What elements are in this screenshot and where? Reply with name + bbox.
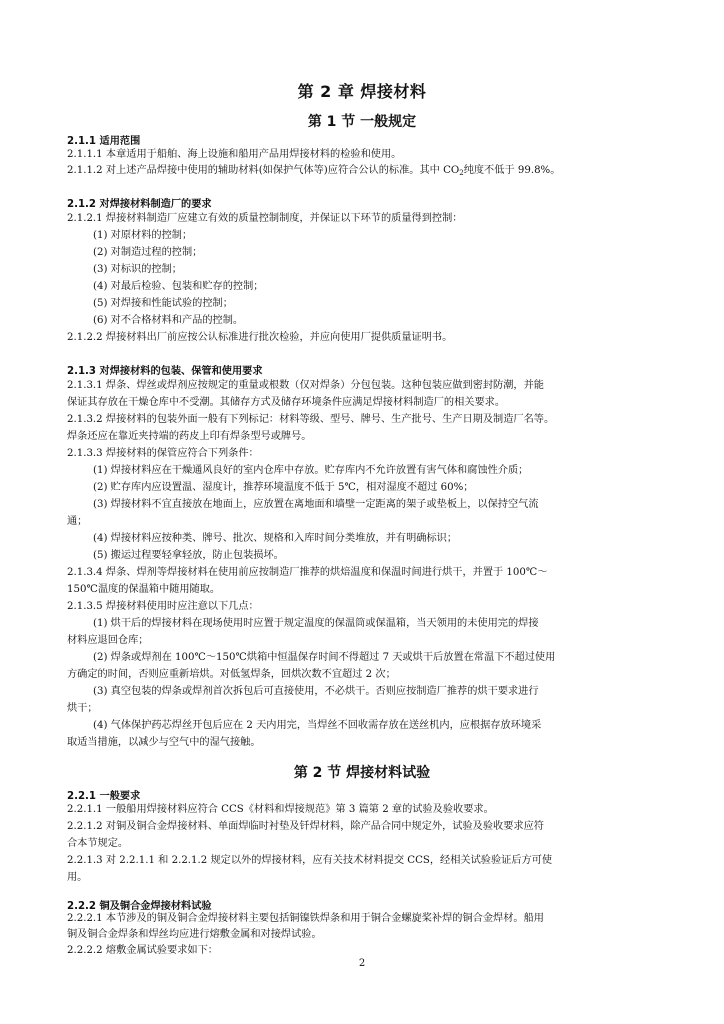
- paragraph: 2.1.1.1 本章适用于船舶、海上设施和船用产品用焊接材料的检验和使用。: [67, 149, 402, 160]
- list-item: (6) 对不合格材料和产品的控制。: [93, 315, 244, 326]
- subsection-heading: 2.2.2 铜及铜合金焊接材料试验: [67, 901, 212, 912]
- subsection-heading: 2.1.3 对焊接材料的包装、保管和使用要求: [67, 366, 263, 377]
- paragraph: 烘干；: [67, 703, 98, 714]
- list-item: (4) 气体保护药芯焊丝开包后应在 2 天内用完，当焊丝不回收需存放在送丝机内，应根据存放环境采: [93, 720, 542, 731]
- list-item: (1) 烘干后的焊接材料在现场使用时应置于规定温度的保温筒或保温箱，当天领用的未使用完的焊接: [93, 618, 539, 629]
- paragraph: 方确定的时间，否则应重新培烘。对低氢焊条，回烘次数不宜超过 2 次；: [67, 669, 396, 680]
- paragraph: 2.1.3.1 焊条、焊丝或焊剂应按规定的重量或根数（仅对焊条）分包包装。这种包装应做到密封防潮，并能: [67, 380, 544, 391]
- paragraph: 取适当措施，以减少与空气中的湿气接触。: [67, 737, 261, 748]
- list-item: (5) 对焊接和性能试验的控制；: [93, 298, 233, 309]
- paragraph: 2.1.1.2 对上述产品焊接中使用的辅助材料(如保护气体等)应符合公认的标准。其中 $CO_2$纯度不低于 99.8%。: [67, 165, 561, 177]
- list-item: (3) 焊接材料不宜直接放在地面上，应放置在离地面和墙壁一定距离的架子或垫板上，以保持空气流: [93, 499, 539, 510]
- paragraph: 2.2.2.2 熔敷金属试验要求如下：: [67, 945, 218, 956]
- list-item: (3) 真空包装的焊条或焊剂首次拆包后可直接使用，不必烘干。否则应按制造厂推荐的烘干要求进行: [93, 686, 539, 697]
- list-item: (2) 焊条或焊剂在 100℃～150℃烘箱中恒温保存时间不得超过 7 天或烘干后放置在常温下不超过使用: [93, 652, 556, 663]
- chapter-title: 第 2 章 焊接材料: [297, 82, 427, 101]
- page-number: 2: [358, 958, 366, 969]
- paragraph: 2.2.1.2 对铜及铜合金焊接材料、单面焊临时衬垫及钎焊材料，除产品合同中规定外，试验及验收要求应符: [67, 821, 544, 832]
- paragraph: 铜及铜合金焊条和焊丝均应进行熔敷金属和对接焊试验。: [67, 929, 322, 940]
- subsection-heading: 2.2.1 一般要求: [67, 791, 141, 802]
- paragraph: 2.1.3.3 焊接材料的保管应符合下列条件：: [67, 448, 259, 459]
- paragraph: 2.2.2.1 本节涉及的铜及铜合金焊接材料主要包括铜镍铁焊条和用于铜合金螺旋桨补焊的铜合金焊材。船用: [67, 913, 544, 924]
- paragraph: 焊条还应在靠近夹持端的药皮上印有焊条型号或牌号。: [67, 431, 312, 442]
- paragraph: 2.1.3.4 焊条、焊剂等焊接材料在使用前应按制造厂推荐的烘焙温度和保温时间进行烘干，并置于 100℃～: [67, 567, 548, 578]
- paragraph: 材料应退回仓库；: [67, 635, 149, 646]
- paragraph: 2.1.3.5 焊接材料使用时应注意以下几点：: [67, 601, 259, 612]
- paragraph: 2.1.2.1 焊接材料制造厂应建立有效的质量控制制度，并保证以下环节的质量得到控制：: [67, 213, 463, 224]
- paragraph: 2.2.1.1 一般船用焊接材料应符合 CCS《材料和焊接规范》第 3 篇第 2 章的试验及验收要求。: [67, 804, 494, 815]
- paragraph: 用。: [67, 872, 88, 883]
- paragraph: 2.2.1.3 对 2.2.1.1 和 2.2.1.2 规定以外的焊接材料，应有关技术材料提交 CCS，经相关试验验证后方可使: [67, 855, 553, 866]
- list-item: (5) 搬运过程要轻拿轻放，防止包装损坏。: [93, 550, 284, 561]
- paragraph: 合本节规定。: [67, 838, 129, 849]
- list-item: (4) 对最后检验、包装和贮存的控制；: [93, 281, 264, 292]
- list-item: (3) 对标识的控制；: [93, 264, 182, 275]
- list-item: (2) 贮存库内应设置温、湿度计，推荐环境温度不低于 5℃，相对湿度不超过 60%；: [93, 482, 474, 493]
- paragraph: 通；: [67, 516, 88, 527]
- paragraph: 2.1.2.2 焊接材料出厂前应按公认标准进行批次检验，并应向使用厂提供质量证明书。: [67, 332, 453, 343]
- section-title: 第 2 节 焊接材料试验: [293, 765, 431, 781]
- subsection-heading: 2.1.2 对焊接材料制造厂的要求: [67, 199, 212, 210]
- paragraph: 保证其存放在干燥仓库中不受潮。其储存方式及储存环境条件应满足焊接材料制造厂的相关要求。: [67, 397, 506, 408]
- paragraph: 2.1.3.2 焊接材料的包装外面一般有下列标记：材料等级、型号、牌号、生产批号、生产日期及制造厂名等。: [67, 414, 555, 425]
- list-item: (1) 对原材料的控制；: [93, 230, 193, 241]
- paragraph: 150℃温度的保温箱中随用随取。: [67, 584, 221, 595]
- section-title: 第 1 节 一般规定: [307, 114, 417, 130]
- list-item: (1) 焊接材料应在干燥通风良好的室内仓库中存放。贮存库内不允许放置有害气体和腐蚀性介质；: [93, 465, 529, 476]
- subsection-heading: 2.1.1 适用范围: [67, 136, 141, 147]
- list-item: (2) 对制造过程的控制；: [93, 247, 203, 258]
- list-item: (4) 焊接材料应按种类、牌号、批次、规格和入库时间分类堆放，并有明确标识；: [93, 533, 458, 544]
